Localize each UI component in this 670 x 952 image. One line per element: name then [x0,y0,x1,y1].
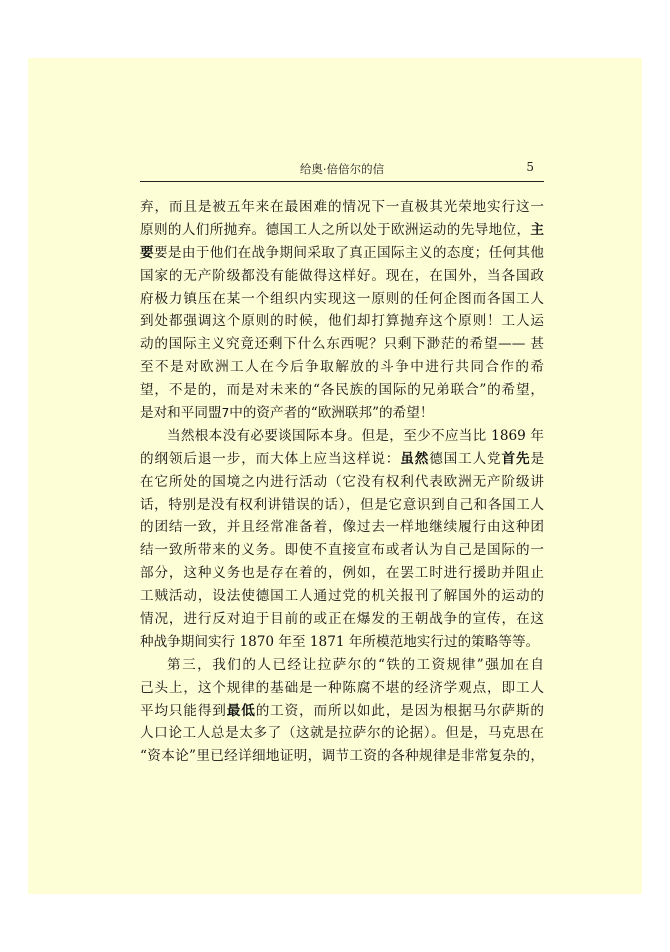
text-span: 是对和平同盟 [140,405,222,422]
body-text [140,196,544,768]
text-span: 中的资产者的“欧洲联邦”的希望！ [229,405,434,422]
text-line: 弃，而且是被五年来在最困难的情况下一直极其光荣地实行这一 [140,199,544,215]
text-line: 的团结一致，并且经常准备着，像过去一样地继续履行由这种团 [140,519,544,536]
text-line: 己头上，这个规律的基础是一种陈腐不堪的经济学观点，即工人 [140,679,544,696]
text-span: 原则的人们所抛弃。德国工人之所以处于欧洲运动的先导地位， [140,221,531,238]
text-line: 第三，我们的人已经让拉萨尔的“铁的工资规律”强加在自 [167,656,544,673]
text-line: 人口论工人总是太多了（这就是拉萨尔的论据）。但是，马克思在 [140,725,544,742]
text-line: 到处都强调这个原则的时候，他们却打算抛弃这个原则！工人运 [140,313,544,330]
text-line [140,700,544,723]
text-line: 在它所处的国境之内进行活动（它没有权利代表欧洲无产阶级讲 [140,473,544,490]
text-line: 国家的无产阶级都没有能做得这样好。现在，在国外，当各国政 [140,267,544,284]
text-span: 平均只能得到 [140,702,227,719]
text-line [140,242,544,265]
bold-text: 要 [140,244,154,261]
text-line [140,402,544,425]
text-span: 德国工人党 [429,450,502,467]
text-line: 当然根本没有必要谈国际本身。但是，至少不应当比 1869 年 [167,427,544,444]
text-line: “资本论”里已经详细地证明，调节工资的各种规律是非常复杂的， [140,748,544,765]
text-line [140,219,544,242]
text-line [140,448,544,471]
running-title: 给奥·倍倍尔的信 [299,162,385,176]
bold-text: 最低 [226,702,256,719]
text-line: 至不是对欧洲工人在今后争取解放的斗争中进行共同合作的希 [140,359,544,376]
text-line: 望，不是的，而是对未来的“各民族的国际的兄弟联合”的希望， [140,382,544,399]
text-line: 府极力镇压在某一个组织内实现这一原则的任何企图而各国工人 [140,290,544,307]
bold-text: 虽然 [400,450,430,467]
running-header [140,157,544,182]
text-span: 是 [530,450,545,467]
text-line: 动的国际主义究竟还剩下什么东西呢？只剩下渺茫的希望—— 甚 [140,336,544,353]
page-number: 5 [526,160,534,174]
text-line: 情况，进行反对迫于目前的或正在爆发的王朝战争的宣传，在这 [140,611,544,628]
text-line: 工贼活动，设法使德国工人通过党的机关报刊了解国外的运动的 [140,588,544,605]
bold-text: 首先 [501,450,531,467]
editor-note-mark: 7 [221,406,230,421]
bold-text: 主 [530,221,544,238]
text-span: 的纲领后退一步，而大体上应当这样说： [140,450,401,467]
text-line: 种战争期间实行 1870 年至 1871 年所模范地实行过的策略等等。 [140,633,540,650]
text-line: 结一致所带来的义务。即使不直接宣布或者认为自己是国际的一 [140,542,544,559]
text-line: 部分，这种义务也是存在着的，例如，在罢工时进行援助并阻止 [140,565,544,582]
text-span: 的工资，而所以如此，是因为根据马尔萨斯的 [255,702,545,719]
text-line: 话，特别是没有权利讲错误的话），但是它意识到自己和各国工人 [140,496,544,513]
text-span: 要是由于他们在战争期间采取了真正国际主义的态度；任何其他 [153,244,545,261]
